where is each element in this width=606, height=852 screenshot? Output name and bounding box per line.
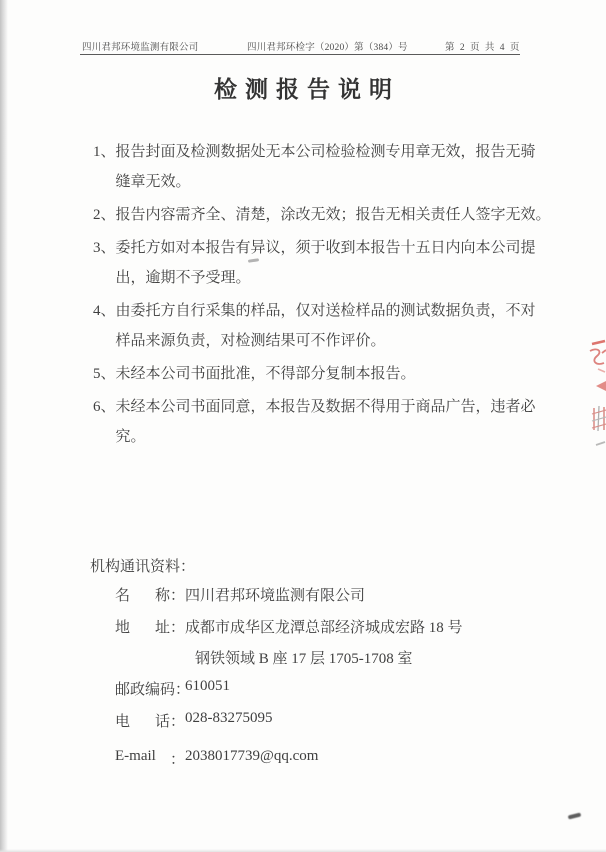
- label-part: 地: [115, 620, 131, 636]
- contact-label-postcode: 邮政编码：: [115, 682, 191, 698]
- note-line: 未经本公司书面同意，本报告及数据不得用于商品广告，违者必: [115, 399, 536, 415]
- note-line: 样品来源负责，对检测结果可不作评价。: [115, 333, 386, 349]
- contact-value-email: 2038017739@qq.com: [185, 748, 319, 764]
- note-text: [116, 137, 548, 197]
- ink-smudge: [568, 812, 582, 819]
- note-text: [116, 359, 548, 389]
- note-item-5: [93, 359, 548, 389]
- contact-value-postcode: 610051: [185, 678, 230, 694]
- note-item-6: [93, 392, 548, 452]
- note-text: [116, 392, 548, 452]
- note-line: 报告内容需齐全、清楚，涂改无效；报告无相关责任人签字无效。: [115, 207, 551, 223]
- contact-row-email: [115, 748, 318, 769]
- contact-section-heading: 机构通讯资料：: [90, 559, 196, 575]
- contact-label-address: [115, 616, 185, 637]
- note-text: [116, 233, 548, 293]
- notes-list: [93, 137, 551, 455]
- note-number: 6、: [93, 399, 116, 415]
- note-number: 5、: [93, 366, 116, 382]
- contact-row-postcode: [115, 678, 230, 699]
- note-text: [116, 200, 551, 230]
- contact-value-address-line2: 钢铁领域 B 座 17 层 1705-1708 室: [195, 651, 413, 667]
- note-number: 3、: [93, 240, 116, 256]
- contact-row-phone: [115, 710, 273, 731]
- note-line: 究。: [115, 429, 146, 445]
- contact-label-phone: [115, 710, 185, 731]
- scan-left-edge-shadow: [0, 0, 8, 852]
- header-page-number: 第 2 页 共 4 页: [445, 43, 521, 53]
- red-seal-fragment-icon: [582, 336, 606, 451]
- note-line: 由委托方自行采集的样品，仅对送检样品的测试数据负责，不对: [115, 303, 536, 319]
- note-line: 未经本公司书面批准，不得部分复制本报告。: [115, 366, 416, 382]
- label-part: 话：: [154, 714, 185, 730]
- contact-value-name: 四川君邦环境监测有限公司: [185, 588, 366, 604]
- contact-value-phone: 028-83275095: [185, 710, 273, 726]
- label-part: E-mail: [115, 748, 156, 764]
- note-item-4: [93, 296, 548, 356]
- note-number: 2、: [93, 207, 116, 223]
- contact-value-address-line1: 成都市成华区龙潭总部经济城成宏路 18 号: [185, 620, 463, 636]
- header-company-name: 四川君邦环境监测有限公司: [82, 43, 199, 53]
- note-item-2: [93, 200, 551, 230]
- note-line: 委托方如对本报告有异议，须于收到本报告十五日内向本公司提: [115, 240, 536, 256]
- label-part: 名: [115, 588, 131, 604]
- contact-label-name: [115, 584, 185, 605]
- note-text: [116, 296, 548, 356]
- contact-label-email: [115, 748, 185, 769]
- document-title: 检测报告说明: [214, 77, 400, 102]
- note-line: 缝章无效。: [115, 174, 191, 190]
- contact-row-name: [115, 584, 365, 605]
- note-number: 4、: [93, 303, 116, 319]
- contact-row-address-continued: [195, 647, 413, 668]
- label-part: ：: [169, 752, 185, 768]
- note-line: 出，逾期不予受理。: [115, 270, 251, 286]
- header-report-number: 四川君邦环检字（2020）第（384）号: [247, 43, 408, 53]
- label-part: 称：: [154, 588, 185, 604]
- contact-row-address: [115, 616, 463, 637]
- label-part: 电: [115, 714, 131, 730]
- header-divider-rule: [80, 54, 520, 55]
- note-item-1: [93, 137, 548, 197]
- note-line: 报告封面及检测数据处无本公司检验检测专用章无效，报告无骑: [115, 144, 536, 160]
- note-number: 1、: [93, 144, 116, 160]
- label-part: 址：: [154, 620, 185, 636]
- note-item-3: [93, 233, 548, 293]
